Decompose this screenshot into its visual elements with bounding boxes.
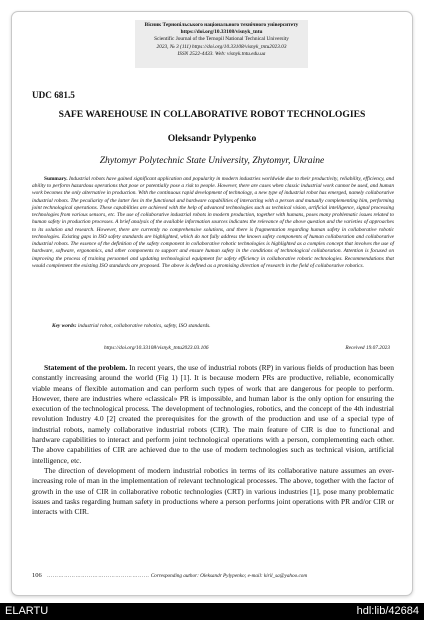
issue-doi[interactable]: 2023, № 3 (111) https://doi.org/10.33108/visnyk_tntu2023.03 [156, 43, 287, 50]
keywords-text: industrial robot, collaborative robotics, safety, ISO standards. [77, 323, 211, 329]
abstract-label: Summary. [44, 176, 68, 182]
repository-bar [0, 603, 424, 620]
journal-header [135, 20, 308, 68]
repository-name[interactable]: ELARTU [5, 605, 49, 617]
keywords [52, 323, 392, 329]
corresponding-author: Corresponding author: Oleksandr Pylypenko; e-mail: kiril_sa@yahoo.com [150, 573, 308, 579]
handle-id[interactable]: hdl:lib/42684 [356, 605, 419, 617]
paragraph-2: The direction of development of modern industrial robotics in terms of its collaborative nature assumes an ever-increasing role of man in the implementation of relevant technological processes. The above, together with the factor of growth in the use of CIR in collaborative robotic technologies (CRT) in various industries [1], pose many problematic issues and tasks regarding human safety in productions where a person performs joint operations with PR and/or CIR or interacts with CIR. [32, 465, 394, 517]
abstract [32, 176, 394, 270]
received-date: Received 19.07.2023 [345, 345, 390, 351]
body-text [32, 363, 394, 517]
keywords-label: Key words: [52, 323, 77, 329]
article-doi[interactable]: https://doi.org/10.33108/visnyk_tntu2023.03.106 [104, 345, 209, 351]
abstract-text: Industrial robots have gained significant application and popularity in modern industries worldwide due to their productivity, reliability, efficiency, and ability to perform hazardous operations that pose or potentially pose a risk to people. However, there are cases when classic industrial work cannot be used, and human work becomes the only alternative in production. With the continuous rapid development of technology, a new type of industrial robot has emerged, namely collaborative industrial robots. The peculiarity of the latter lies in the functional and hardware capabilities of interacting with a person and mutually complementing him, performing joint technological operations. These capabilities are achieved with the help of advanced technologies such as technical vision, artificial intelligence, signal processing technologies from various sensors, etc. The use of collaborative industrial robots in modern production, together with humans, poses many problematic issues related to human safety in production processes. A brief analysis of the available information sources indicates the relevance of the above question and the varieties of approaches to its solution and research. However, there are currently no comprehensive solutions, and there is fragmentation regarding human safety in collaborative robotic technologies. Existing gaps in ISO safety standards are highlighted, which do not fully address the known safety components of human collaboration and collaborative industrial robots. The essence of the definition of the safety component in collaborative robotic technologies is highlighted as a complex concept that involves the use of hardware, software, ergonomics, and other components to support and ensure human safety in the conditions of technological collaboration. Attention is focused on improving the process of training personnel and updating technological equipment for safety efficiency in collaborative robotic technologies. Recommendations that would complement the existing ISO standards are proposed. The above is defined as a promising direction of research in the field of collaborative robotics. [32, 176, 394, 269]
journal-doi[interactable]: https://doi.org/10.33108/visnyk_tntu [180, 29, 263, 36]
page-number: 106 [32, 572, 42, 579]
issn-web: ISSN 2522-4433. Web: visnyk.tntu.edu.ua [177, 50, 266, 57]
footer-dots: ……………………………………………… [47, 573, 150, 579]
journal-name-ua: Вісник Тернопільського національного технічного університету [144, 22, 299, 28]
paper-page [11, 11, 413, 596]
paper-title: SAFE WAREHOUSE IN COLLABORATIVE ROBOT TECHNOLOGIES [58, 109, 366, 120]
affiliation: Zhytomyr Polytechnic State University, Zhytomyr, Ukraine [99, 155, 325, 166]
section-heading: Statement of the problem. [44, 363, 128, 372]
udc-code: UDC 681.5 [32, 90, 75, 100]
paragraph-1-text: In recent years, the use of industrial robots (RP) in various fields of production has been constantly increasing around the world (Fig 1) [1]. It is because modern PRs are productive, reliable, economically viable means of flexible automation and can perform such types of work that are dangerous for people to perform. However, there are industries where «classical» PR is impossible, and human labor is the only option for ensuring the execution of the technological process. The development of technologies, robotics, and the concept of the 4th industrial revolution Industry 4.0 [2] created the prerequisites for the growth of the production and use of a special type of industrial robots, namely collaborative industrial robots (CIR). The main feature of CIR is due to functional and hardware capabilities to interact and perform joint technological operations with a person, complementing each other. The above capabilities of CIR are achieved due to the use of modern technologies such as technical vision, artificial intelligence, etc. [32, 363, 394, 465]
author-name: Oleksandr Pylypenko [167, 133, 257, 144]
page-footer [32, 572, 394, 579]
journal-name-en: Scientific Journal of the Ternopil National Technical University [154, 36, 289, 43]
paragraph-1 [32, 363, 394, 466]
